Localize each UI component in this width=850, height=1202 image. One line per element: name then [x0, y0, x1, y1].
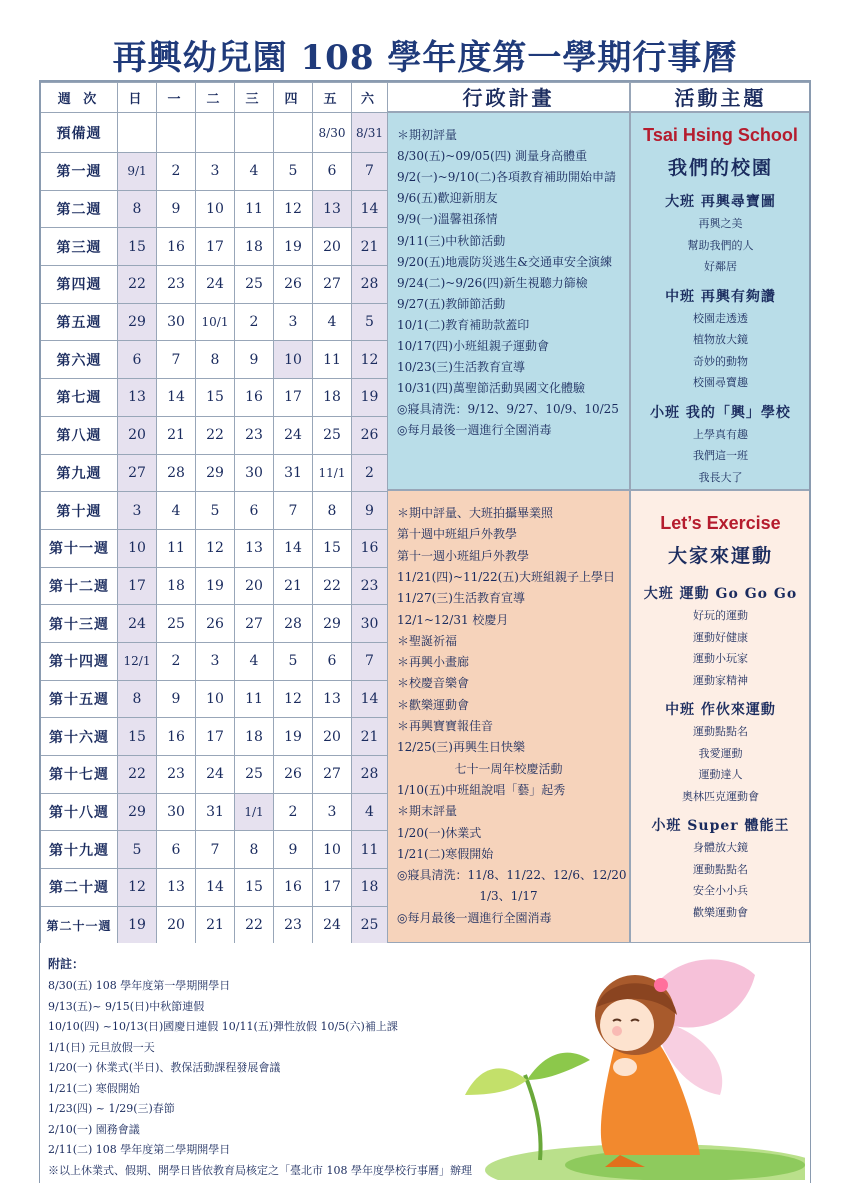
note-item: 2/10(一) 園務會議	[48, 1122, 140, 1136]
calendar-day-cell: 4	[313, 303, 352, 341]
calendar-day-cell: 13	[313, 680, 352, 718]
calendar-day-cell: 15	[196, 379, 235, 417]
calendar-day-cell: 14	[274, 529, 313, 567]
calendar-day-cell: 12	[118, 869, 157, 907]
calendar-day-cell: 16	[352, 529, 388, 567]
week-label: 第九週	[41, 454, 118, 492]
calendar-day-cell: 3	[313, 793, 352, 831]
calendar-day-cell: 23	[157, 756, 196, 794]
theme-group-item: 再興之美	[698, 217, 743, 230]
calendar-day-cell: 20	[313, 228, 352, 266]
admin-plan-item: ＊期中評量、大班拍攝畢業照	[397, 506, 554, 520]
calendar-day-cell: 27	[313, 756, 352, 794]
calendar-day-cell: 23	[352, 567, 388, 605]
note-item: 8/30(五) 108 學年度第一學期開學日	[48, 979, 231, 992]
theme-group-item: 好鄰居	[704, 260, 737, 273]
calendar-day-cell: 30	[157, 793, 196, 831]
theme1-title: 我們的校園	[667, 157, 773, 179]
calendar-day-cell: 5	[118, 831, 157, 869]
calendar-day-cell: 29	[118, 793, 157, 831]
calendar-day-cell: 28	[352, 266, 388, 304]
calendar-day-cell: 24	[118, 605, 157, 643]
admin-plan-item: 8/30(五)~09/05(四) 測量身高體重	[397, 149, 588, 164]
admin-plan-item: ＊聖誕祈福	[397, 633, 458, 648]
week-label: 第一週	[41, 153, 118, 191]
calendar-day-cell: 29	[196, 454, 235, 492]
calendar-day-cell: 22	[313, 567, 352, 605]
calendar-day-cell: 25	[313, 416, 352, 454]
calendar-day-cell: 16	[157, 718, 196, 756]
week-label: 第十六週	[41, 718, 118, 756]
weekday-header: 三	[235, 83, 274, 113]
theme-group-item: 校園尋寶趣	[693, 376, 748, 389]
weekday-header: 日	[118, 83, 157, 113]
page-title: 再興幼兒園 108 學年度第一學期行事曆	[112, 38, 738, 78]
weekday-header: 一	[157, 83, 196, 113]
calendar-day-cell: 11/1	[313, 454, 352, 492]
calendar-day-cell: 13	[118, 379, 157, 417]
calendar-day-cell: 18	[235, 718, 274, 756]
calendar-day-cell: 16	[235, 379, 274, 417]
calendar-day-cell: 19	[352, 379, 388, 417]
admin-plan-item: ＊歡樂運動會	[397, 697, 470, 712]
admin-plan-item: ◎每月最後一週進行全園消毒	[397, 910, 552, 925]
calendar-day-cell: 30	[352, 605, 388, 643]
calendar-day-cell: 10	[118, 529, 157, 567]
week-label: 第十二週	[41, 567, 118, 605]
calendar-day-cell: 5	[196, 492, 235, 530]
calendar-day-cell: 12	[196, 529, 235, 567]
calendar-day-cell: 8	[313, 492, 352, 530]
calendar-day-cell: 9	[157, 680, 196, 718]
admin-plan-item: ◎每月最後一週進行全園消毒	[397, 423, 552, 438]
calendar-day-cell: 1/1	[235, 793, 274, 831]
theme-group-item: 奧林匹克運動會	[682, 789, 759, 803]
calendar-day-cell: 27	[118, 454, 157, 492]
calendar-day-cell: 5	[352, 303, 388, 341]
calendar-day-cell: 9	[274, 831, 313, 869]
calendar-day-cell: 22	[118, 756, 157, 794]
week-label: 第十七週	[41, 756, 118, 794]
week-column-header: 週 次	[41, 83, 118, 113]
calendar-day-cell: 10/1	[196, 303, 235, 341]
calendar-day-cell: 15	[313, 529, 352, 567]
calendar-day-cell: 19	[196, 567, 235, 605]
calendar-day-cell: 6	[118, 341, 157, 379]
calendar-day-cell: 7	[352, 642, 388, 680]
calendar-day-cell: 19	[118, 906, 157, 944]
theme-group-item: 身體放大鏡	[693, 841, 748, 854]
calendar-day-cell: 20	[118, 416, 157, 454]
calendar-day-cell: 6	[235, 492, 274, 530]
calendar-day-cell: 17	[196, 718, 235, 756]
calendar-day-cell: 4	[157, 492, 196, 530]
calendar-day-cell: 7	[196, 831, 235, 869]
theme-group-title: 小班 我的「興」學校	[650, 404, 791, 421]
fairy-illustration	[455, 955, 805, 1180]
note-item: 2/11(二) 108 學年度第二學期開學日	[48, 1143, 231, 1156]
note-item: 1/20(一) 休業式(半日)、教保活動課程發展會議	[48, 1061, 281, 1074]
calendar-day-cell: 16	[157, 228, 196, 266]
admin-plan-item: 9/20(五)地震防災逃生&交通車安全演練	[397, 254, 612, 269]
week-label: 第三週	[41, 228, 118, 266]
admin-plan-item: 七十一周年校慶活動	[454, 761, 563, 776]
theme-group-item: 運動點點名	[693, 725, 748, 738]
admin-header: 行政計畫	[387, 82, 630, 112]
calendar-day-cell: 2	[157, 153, 196, 191]
week-label: 第十一週	[41, 529, 118, 567]
calendar-day-cell: 11	[313, 341, 352, 379]
theme-group-title: 大班 再興尋寶圖	[665, 194, 776, 210]
admin-plan-item: ＊期初評量	[397, 128, 458, 142]
admin-plan-item: ＊期末評量	[397, 804, 458, 819]
admin-plan-item: 1/20(一)休業式	[397, 825, 482, 840]
calendar-day-cell: 15	[118, 228, 157, 266]
week-label: 第二十週	[41, 869, 118, 907]
calendar-day-cell: 2	[157, 642, 196, 680]
calendar-day-cell: 4	[352, 793, 388, 831]
theme-group-item: 運動家精神	[693, 673, 748, 687]
calendar-day-cell: 31	[274, 454, 313, 492]
calendar-day-cell: 22	[196, 416, 235, 454]
calendar-day-cell: 30	[235, 454, 274, 492]
admin-plan-item: ＊再興寶寶報佳音	[397, 719, 494, 733]
calendar-day-cell: 28	[274, 605, 313, 643]
calendar-day-cell: 18	[352, 869, 388, 907]
calendar-day-cell: 14	[352, 680, 388, 718]
calendar-day-cell: 3	[196, 642, 235, 680]
calendar-day-cell: 22	[118, 266, 157, 304]
week-label: 第十週	[41, 492, 118, 530]
theme-group-item: 安全小小兵	[693, 884, 748, 897]
calendar-day-cell: 8/30	[313, 113, 352, 153]
calendar-day-cell: 11	[235, 190, 274, 228]
calendar-day-cell: 3	[196, 153, 235, 191]
calendar-day-cell: 9/1	[118, 153, 157, 191]
calendar-day-cell: 22	[235, 906, 274, 944]
calendar-day-cell: 8	[118, 190, 157, 228]
admin-plan-item: 9/9(一)溫馨祖孫情	[397, 212, 498, 227]
theme-group-title: 中班 再興有夠讚	[665, 288, 776, 305]
calendar-day-cell: 20	[235, 567, 274, 605]
calendar-day-cell: 17	[313, 869, 352, 907]
week-label: 第六週	[41, 341, 118, 379]
admin-plan-item: ＊校慶音樂會	[397, 676, 470, 691]
calendar-day-cell: 9	[157, 190, 196, 228]
theme-group-item: 我們這一班	[693, 449, 748, 462]
calendar-day-cell: 2	[352, 454, 388, 492]
theme-group-item: 我愛運動	[698, 746, 743, 760]
admin-plan-item: 1/3、1/17	[479, 889, 538, 904]
week-label: 第八週	[41, 416, 118, 454]
notes-title: 附註：	[48, 957, 85, 971]
note-item: 1/23(四) ~ 1/29(三)春節	[48, 1102, 175, 1115]
calendar-day-cell: 14	[196, 869, 235, 907]
theme-header: 活動主題	[630, 82, 811, 112]
calendar-day-cell: 16	[274, 869, 313, 907]
admin-plan-item: 11/27(三)生活教育宣導	[397, 591, 525, 606]
calendar-day-cell: 26	[274, 266, 313, 304]
theme-group-item: 校園走透透	[693, 311, 748, 325]
week-label: 第十四週	[41, 642, 118, 680]
note-item: 1/1(日) 元旦放假一天	[48, 1040, 155, 1054]
calendar-day-cell: 10	[313, 831, 352, 869]
admin-plan-item: 11/21(四)~11/22(五)大班組親子上學日	[397, 569, 615, 584]
admin-plan-item: 10/23(三)生活教育宣導	[397, 360, 525, 375]
calendar-day-cell: 7	[352, 153, 388, 191]
calendar-day-cell: 24	[274, 416, 313, 454]
calendar-day-cell: 13	[157, 869, 196, 907]
calendar-day-cell: 7	[274, 492, 313, 530]
admin-plan-item: 9/11(三)中秋節活動	[397, 233, 506, 248]
admin-plan-item: 10/17(四)小班組親子運動會	[397, 339, 549, 353]
admin-plan-item: 1/10(五)中班組說唱「藝」起秀	[397, 782, 566, 797]
theme-group-item: 運動點點名	[693, 862, 748, 876]
theme-group-title: 中班 作伙來運動	[665, 702, 776, 718]
calendar-day-cell: 17	[196, 228, 235, 266]
theme-group-item: 運動好健康	[693, 630, 748, 644]
calendar-day-cell: 19	[274, 718, 313, 756]
calendar-day-cell: 11	[157, 529, 196, 567]
admin-plan-item: 9/6(五)歡迎新朋友	[397, 191, 498, 206]
calendar-day-cell: 11	[352, 831, 388, 869]
week-label: 預備週	[41, 113, 118, 153]
admin-plan-item: 1/21(二)寒假開始	[397, 846, 494, 861]
calendar-day-cell: 8	[235, 831, 274, 869]
calendar-day-cell: 27	[313, 266, 352, 304]
weekday-header: 五	[313, 83, 352, 113]
calendar-day-cell: 6	[313, 642, 352, 680]
theme-group-item: 好玩的運動	[693, 609, 748, 622]
calendar-day-cell: 21	[157, 416, 196, 454]
calendar-day-cell: 31	[196, 793, 235, 831]
calendar-day-cell: 23	[157, 266, 196, 304]
calendar-day-cell: 10	[274, 341, 313, 379]
calendar-day-cell: 9	[352, 492, 388, 530]
theme2-english-title: Let’s Exercise	[660, 513, 781, 533]
calendar-day-cell: 12	[352, 341, 388, 379]
calendar-day-cell: 8/31	[352, 113, 388, 153]
calendar-day-cell: 3	[274, 303, 313, 341]
calendar-day-cell: 4	[235, 153, 274, 191]
theme-group-title: 大班 運動 Go Go Go	[643, 586, 798, 602]
calendar-day-cell: 25	[157, 605, 196, 643]
admin-plan-item: 10/1(二)教育補助款蓋印	[397, 317, 530, 332]
calendar-day-cell: 24	[196, 756, 235, 794]
admin-plan-item: 第十一週小班組戶外教學	[397, 548, 530, 563]
calendar-day-cell: 8	[118, 680, 157, 718]
week-label: 第七週	[41, 379, 118, 417]
week-label: 第十三週	[41, 605, 118, 643]
note-item: 10/10(四) ~10/13(日)國慶日連假 10/11(五)彈性放假 10/5(六)補上課	[48, 1020, 398, 1033]
calendar-day-cell: 4	[235, 642, 274, 680]
calendar-day-cell: 5	[274, 642, 313, 680]
calendar-day-cell: 19	[274, 228, 313, 266]
week-label: 第十八週	[41, 793, 118, 831]
admin-plan-item: 12/25(三)再興生日快樂	[397, 740, 525, 755]
calendar-day-cell: 2	[235, 303, 274, 341]
admin-plan-item: 10/31(四)萬聖節活動異國文化體驗	[397, 381, 585, 396]
calendar-day-cell: 30	[157, 303, 196, 341]
calendar-day-cell: 18	[235, 228, 274, 266]
calendar-day-cell: 20	[157, 906, 196, 944]
calendar-day-cell: 15	[235, 869, 274, 907]
week-label: 第五週	[41, 303, 118, 341]
calendar-day-cell: 5	[274, 153, 313, 191]
calendar-day-cell: 11	[235, 680, 274, 718]
theme-group-item: 上學真有趣	[693, 427, 748, 441]
calendar-day-cell: 26	[196, 605, 235, 643]
admin-plan-item: 12/1~12/31 校慶月	[397, 612, 509, 627]
calendar-day-cell: 12	[274, 190, 313, 228]
calendar-day-cell: 3	[118, 492, 157, 530]
calendar-day-cell: 25	[235, 756, 274, 794]
theme-group-title: 小班 Super 體能王	[651, 818, 790, 834]
note-item: 9/13(五)~ 9/15(日)中秋節連假	[48, 999, 205, 1013]
calendar-day-cell: 21	[196, 906, 235, 944]
calendar-day-cell: 6	[313, 153, 352, 191]
calendar-day-cell: 6	[157, 831, 196, 869]
calendar-day-cell: 15	[118, 718, 157, 756]
admin-plan-item: ＊再興小畫廊	[397, 655, 470, 670]
calendar-day-cell: 2	[274, 793, 313, 831]
calendar-day-cell: 12	[274, 680, 313, 718]
calendar-day-cell: 20	[313, 718, 352, 756]
theme-group-item: 運動達人	[698, 768, 743, 781]
week-label: 第二週	[41, 190, 118, 228]
admin-plan-item: 9/27(五)教師節活動	[397, 296, 506, 311]
calendar-day-cell: 17	[118, 567, 157, 605]
calendar-day-cell: 24	[313, 906, 352, 944]
note-item: ※以上休業式、假期、開學日皆依教育局核定之「臺北市 108 學年度學校行事曆」辦理	[48, 1163, 472, 1177]
theme-group-item: 我長大了	[698, 470, 743, 484]
calendar-day-cell: 23	[274, 906, 313, 944]
calendar-day-cell: 28	[352, 756, 388, 794]
calendar-day-cell: 26	[274, 756, 313, 794]
calendar-day-cell: 24	[196, 266, 235, 304]
calendar-day-cell: 8	[196, 341, 235, 379]
calendar-day-cell: 9	[235, 341, 274, 379]
calendar-day-cell: 10	[196, 680, 235, 718]
calendar-day-cell: 10	[196, 190, 235, 228]
calendar-day-cell: 26	[352, 416, 388, 454]
calendar-day-cell: 23	[235, 416, 274, 454]
calendar-day-cell: 14	[157, 379, 196, 417]
calendar-day-cell: 14	[352, 190, 388, 228]
calendar-day-cell: 21	[352, 718, 388, 756]
calendar-day-cell: 21	[352, 228, 388, 266]
calendar-day-cell: 21	[274, 567, 313, 605]
week-label: 第十九週	[41, 831, 118, 869]
calendar-day-cell: 7	[157, 341, 196, 379]
week-label: 第十五週	[41, 680, 118, 718]
week-label: 第二十一週	[41, 906, 118, 944]
calendar-day-cell: 18	[157, 567, 196, 605]
calendar-day-cell: 17	[274, 379, 313, 417]
admin-plan-item: 9/2(一)~9/10(二)各項教育補助開始申請	[397, 170, 617, 185]
calendar-day-cell: 29	[118, 303, 157, 341]
note-item: 1/21(二) 寒假開始	[48, 1081, 140, 1095]
calendar-day-cell: 28	[157, 454, 196, 492]
week-label: 第四週	[41, 266, 118, 304]
admin-plan-item: 第十週中班組戶外教學	[397, 527, 518, 542]
calendar-day-cell: 27	[235, 605, 274, 643]
calendar-day-cell: 13	[313, 190, 352, 228]
theme-group-item: 奇妙的動物	[693, 354, 748, 368]
theme-group-item: 幫助我們的人	[687, 238, 754, 252]
theme-group-item: 植物放大鏡	[693, 333, 748, 346]
admin-plan-item: 9/24(二)~9/26(四)新生視聽力篩檢	[397, 275, 588, 290]
theme-group-item: 歡樂運動會	[693, 905, 748, 919]
theme2-title: 大家來運動	[667, 545, 773, 567]
theme1-english-title: Tsai Hsing School	[643, 125, 798, 145]
calendar-day-cell: 12/1	[118, 642, 157, 680]
admin-plan-item: ◎寢具清洗：9/12、9/27、10/9、10/25	[397, 402, 619, 417]
calendar-day-cell: 13	[235, 529, 274, 567]
calendar-day-cell: 18	[313, 379, 352, 417]
theme-group-item: 運動小玩家	[693, 652, 748, 665]
weekday-header: 四	[274, 83, 313, 113]
weekday-header: 二	[196, 83, 235, 113]
weekday-header: 六	[352, 83, 388, 113]
calendar-day-cell: 25	[352, 906, 388, 944]
calendar-day-cell: 29	[313, 605, 352, 643]
calendar-day-cell: 25	[235, 266, 274, 304]
admin-plan-item: ◎寢具清洗：11/8、11/22、12/6、12/20	[397, 868, 627, 883]
